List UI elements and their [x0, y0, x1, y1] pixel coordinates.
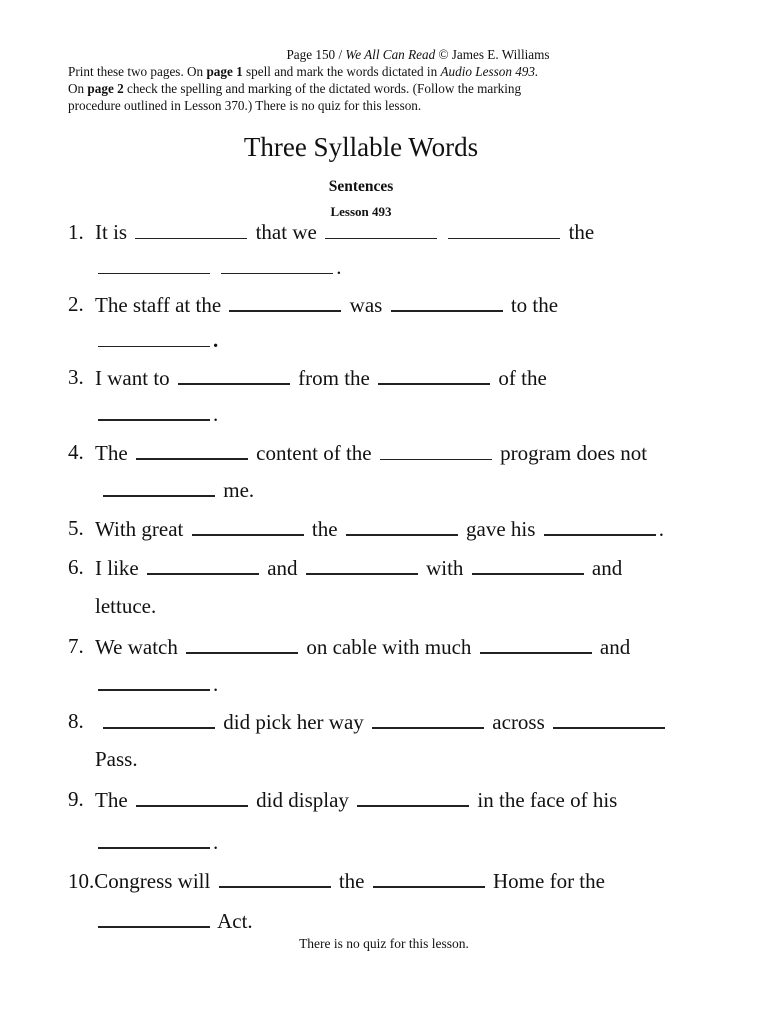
answer-blank[interactable] — [103, 477, 215, 497]
sentence-text: was — [349, 293, 383, 317]
footer-note: There is no quiz for this lesson. — [299, 936, 469, 951]
sentence-line — [100, 477, 254, 503]
instr-bold: page 2 — [87, 81, 124, 96]
item-number: 2. — [68, 292, 84, 316]
answer-blank[interactable] — [186, 634, 298, 654]
sentence-line — [95, 401, 218, 427]
sentence-line — [95, 220, 594, 245]
answer-blank[interactable] — [346, 516, 458, 536]
sentence-text: me. — [223, 478, 255, 502]
page-reference — [68, 46, 708, 63]
answer-blank[interactable] — [147, 555, 259, 575]
page-subtitle: Sentences — [328, 178, 394, 195]
ref-author: © James E. Williams — [438, 47, 550, 62]
sentence-line — [95, 555, 622, 581]
sentence-text: across — [492, 710, 545, 734]
sentence-line — [95, 747, 138, 772]
item-number: 3. — [68, 365, 84, 389]
item-number: 1. — [68, 220, 84, 244]
sentence-text: It is — [95, 220, 128, 244]
ref-page: Page 150 / — [286, 47, 343, 62]
answer-blank[interactable] — [136, 440, 248, 460]
sentence-text: program does not — [500, 441, 648, 465]
instruction-line-3: procedure outlined in Lesson 370.) There is no quiz for this lesson. — [68, 98, 422, 113]
sentence-text: . — [658, 517, 664, 541]
sentence-line — [100, 709, 668, 735]
answer-blank[interactable] — [98, 671, 210, 691]
answer-blank[interactable] — [221, 255, 333, 274]
sentence-line — [95, 594, 156, 619]
answer-blank[interactable] — [553, 709, 665, 729]
answer-blank[interactable] — [448, 220, 560, 239]
answer-blank[interactable] — [135, 220, 247, 239]
sentence-line — [95, 787, 617, 813]
sentence-text: of the — [498, 366, 547, 390]
sentence-text: with — [426, 556, 464, 580]
item-number: 7. — [68, 634, 84, 658]
sentence-text: The — [95, 441, 128, 465]
sentence-text: and — [267, 556, 298, 580]
answer-blank[interactable] — [98, 829, 210, 849]
instr-italic: Audio Lesson 493. — [440, 64, 539, 79]
sentence-text: content of the — [256, 441, 372, 465]
answer-blank[interactable] — [98, 401, 210, 421]
item-number: 6. — [68, 555, 84, 579]
instr-text: check the spelling and marking of the dictated words. (Follow the marking — [126, 81, 522, 96]
answer-blank[interactable] — [229, 292, 341, 312]
sentence-text: . — [213, 328, 219, 352]
sentence-text: The — [95, 788, 128, 812]
instructions-header — [68, 46, 708, 114]
instr-text: Print these two pages. On — [68, 64, 204, 79]
sentence-text: that we — [255, 220, 317, 244]
sentence-line — [95, 365, 547, 391]
answer-blank[interactable] — [98, 328, 210, 347]
item-number: 9. — [68, 787, 84, 811]
instruction-line-2 — [68, 80, 708, 97]
sentence-line — [95, 440, 647, 466]
sentence-text: in the face of his — [477, 788, 618, 812]
answer-blank[interactable] — [136, 787, 248, 807]
instr-text: spell and mark the words dictated in — [246, 64, 438, 79]
answer-blank[interactable] — [325, 220, 437, 239]
sentence-text: The staff at the — [95, 293, 222, 317]
ref-book: We All Can Read — [345, 47, 436, 62]
sentence-text: and — [591, 556, 623, 580]
sentence-text: Congress will — [94, 869, 211, 893]
sentence-line — [95, 634, 630, 660]
sentence-text: to the — [510, 293, 559, 317]
answer-blank[interactable] — [373, 868, 485, 888]
sentence-line — [95, 255, 342, 280]
answer-blank[interactable] — [378, 365, 490, 385]
sentence-text: on cable with much — [306, 635, 472, 659]
sentence-text: the — [338, 869, 365, 893]
sentence-text: the — [568, 220, 595, 244]
instruction-line-1 — [68, 63, 708, 80]
answer-blank[interactable] — [178, 365, 290, 385]
sentence-text: With great — [95, 517, 184, 541]
sentence-line — [95, 516, 664, 542]
answer-blank[interactable] — [103, 709, 215, 729]
item-number: 5. — [68, 516, 84, 540]
answer-blank[interactable] — [372, 709, 484, 729]
sentence-text: the — [311, 517, 338, 541]
answer-blank[interactable] — [391, 292, 503, 312]
answer-blank[interactable] — [98, 908, 210, 928]
answer-blank[interactable] — [98, 255, 210, 274]
sentence-line — [95, 328, 218, 353]
sentence-line — [68, 868, 605, 894]
sentence-line — [95, 908, 253, 934]
sentence-line — [95, 671, 218, 697]
sentence-text: Home for the — [493, 869, 605, 893]
sentence-line — [95, 829, 218, 855]
answer-blank[interactable] — [380, 441, 492, 460]
answer-blank[interactable] — [480, 634, 592, 654]
answer-blank[interactable] — [472, 555, 584, 575]
answer-blank[interactable] — [219, 868, 331, 888]
answer-blank[interactable] — [192, 516, 304, 536]
sentence-text: from the — [298, 366, 370, 390]
answer-blank[interactable] — [306, 555, 418, 575]
sentence-text: I like — [95, 556, 139, 580]
sentence-text: did display — [256, 788, 349, 812]
sentence-text: . — [213, 830, 219, 854]
instr-text: On — [68, 81, 85, 96]
sentence-text: . — [213, 672, 219, 696]
lesson-label: Lesson 493 — [330, 204, 392, 219]
sentence-text: and — [599, 635, 631, 659]
sentence-text: Act. — [217, 909, 253, 933]
sentence-text: We watch — [95, 635, 178, 659]
sentence-text: I want to — [95, 366, 170, 390]
sentence-text: did pick her way — [223, 710, 364, 734]
answer-blank[interactable] — [357, 787, 469, 807]
answer-blank[interactable] — [544, 516, 656, 536]
instr-bold: page 1 — [206, 64, 243, 79]
sentence-text: Pass. — [95, 747, 138, 771]
sentence-text: lettuce. — [95, 594, 157, 618]
page-title: Three Syllable Words — [243, 132, 479, 162]
item-number: 8. — [68, 709, 84, 733]
sentence-text: . — [336, 255, 342, 279]
sentence-line — [95, 292, 558, 318]
item-number: 4. — [68, 440, 84, 464]
sentence-text: . — [213, 402, 219, 426]
sentence-text: gave his — [466, 517, 536, 541]
item-number: 10. — [68, 869, 95, 893]
